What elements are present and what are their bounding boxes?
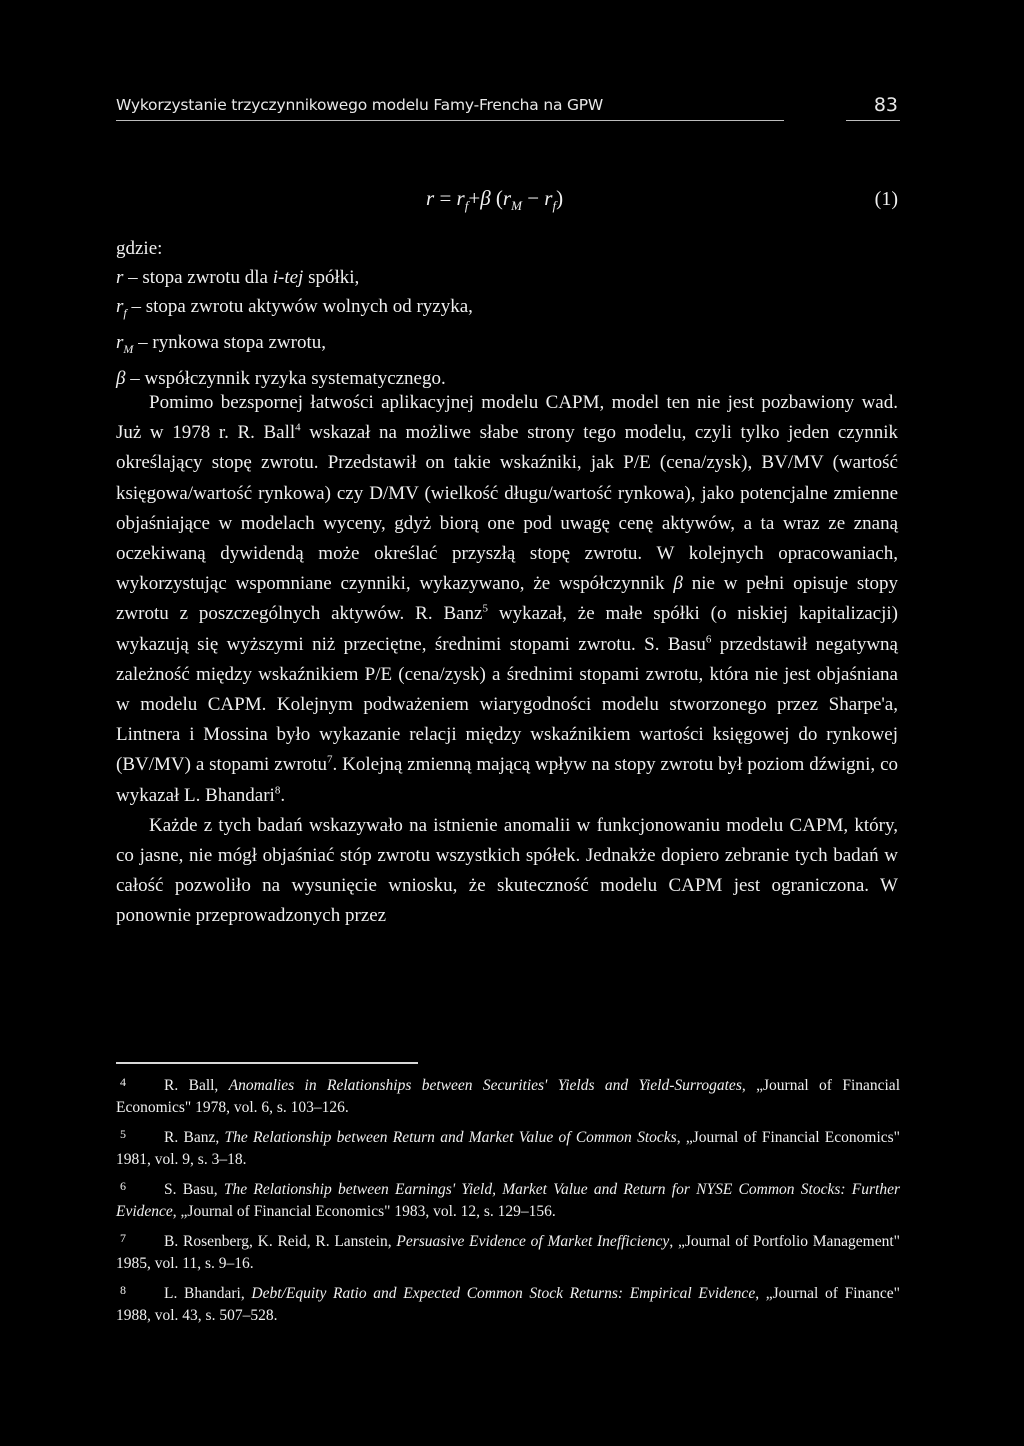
definition-symbol: r [116, 331, 124, 353]
footnote [116, 1176, 900, 1222]
definition-text: – stopa zwrotu dla [123, 267, 273, 288]
formula-number: (1) [874, 188, 898, 210]
definition-symbol-sub: f [123, 305, 127, 320]
paragraph-text: przedstawił negatywną zależność między wskaźnikiem P/E (cena/zysk) a średnimi stopami zwrotu, która nie jest objaśniana w modelu CAPM. Kolejnym podważeniem wiarygodności modelu stworzonego przez Sharpe'a, Lintnera i Mossina było wykazanie relacji między wskaźnikiem wartości księgowej do rynkowej (BV/MV) a stopami zwrotu [116, 633, 898, 776]
running-header-title: Wykorzystanie trzyczynnikowego modelu Famy-Frencha na GPW [116, 96, 604, 114]
definition-text-end: spółki, [303, 267, 360, 288]
formula-minus: − [527, 186, 540, 210]
footnote-source: , „Journal of Financial Economics" 1983, vol. 12, s. 129–156. [172, 1202, 556, 1220]
footnote-title: The Relationship between Return and Market Value of Common Stocks [224, 1129, 677, 1146]
definitions-intro: gdzie: [116, 238, 163, 259]
formula-rf: r [456, 186, 465, 210]
formula-open-paren: ( [495, 186, 503, 210]
formula-rm-sub: M [511, 198, 522, 214]
footnote-author: R. Ball, [164, 1077, 229, 1094]
paragraph-text: Pomimo bezspornej łatwości aplikacyjnej modelu CAPM, model ten nie jest pozbawiony wad. Już w 1978 r. R. Ball [116, 392, 898, 444]
formula-rf2-sub: f [552, 198, 557, 214]
paragraph: Każde z tych badań wskazywało na istnienie anomalii w funkcjonowaniu modelu CAPM, który, co jasne, nie mógł objaśniać stóp zwrotu wszystkich spółek. Jednakże dopiero zebranie tych badań w całość pozwoliło na wysunięcie wniosku, że skuteczność modelu CAPM jest ograniczona. W ponownie przeprowadzonych przez [116, 814, 898, 927]
formula-rf-sub: f [464, 198, 469, 214]
running-header [116, 96, 900, 122]
footnote-separator [116, 1062, 418, 1064]
formula-equals: = [439, 186, 452, 210]
footnote-source: , „Journal of Finance" 1988, vol. 43, s. 507–528. [116, 1285, 900, 1324]
paragraph [116, 388, 898, 811]
formula-beta: β [480, 186, 491, 210]
footnote [116, 1280, 900, 1326]
definition-item [116, 292, 900, 328]
header-rule [116, 120, 784, 121]
footnote [116, 1124, 900, 1170]
paragraph-text: nie w pełni opisuje stopy zwrotu z poszczególnych aktywów. R. Banz [116, 573, 898, 625]
definition-symbol: r [116, 267, 124, 288]
definition-symbol: r [116, 296, 124, 317]
definition-symbol-sub: M [123, 341, 134, 356]
definition-text: – współczynnik ryzyka systematycznego. [125, 367, 446, 389]
formula-rf2: r [544, 186, 553, 210]
footnote-source: , „Journal of Financial Economics" 1978, vol. 6, s. 103–126. [116, 1077, 900, 1116]
footnote-ref[interactable]: 5 [482, 603, 488, 616]
footnote-number: 4 [120, 1075, 126, 1089]
footnote-ref[interactable]: 8 [274, 784, 281, 797]
paragraph-text: wykazał, że małe spółki (o niskiej kapitalizacji) wykazują się wyższymi niż przeciętne, średnimi stopami zwrotu. S. Basu [116, 603, 898, 655]
formula-close-paren: ) [556, 186, 564, 210]
footnotes [116, 1072, 900, 1332]
footnote-source: , „Journal of Financial Economics" 1981, vol. 9, s. 3–18. [116, 1129, 900, 1168]
footnote-number: 5 [120, 1127, 126, 1141]
footnote-title: Debt/Equity Ratio and Expected Common Stock Returns: Empirical Evidence [251, 1285, 756, 1302]
beta-symbol: β [673, 573, 683, 595]
paragraph-text: . Kolejną zmienną mającą wpływ na stopy zwrotu był poziom dźwigni, co wykazał L. Bhandari [116, 754, 898, 806]
paragraph-text: . [280, 784, 286, 806]
footnote-ref[interactable]: 4 [295, 421, 301, 434]
symbol-definitions [116, 234, 900, 393]
footnote-number: 8 [120, 1283, 126, 1297]
header-rule-right [846, 120, 900, 121]
formula-plus: + [468, 186, 481, 210]
paragraph-text: wskazał na możliwe słabe strony tego modelu, czyli tylko jeden czynnik określający stopę zwrotu. Przedstawił on takie wskaźniki, jak P/E (cena/zysk), BV/MV (wartość księgowa/wartość rynkowa) czy D/MV (wielkość długu/wartość rynkowa), jako potencjalne zmienne objaśniające w modelach wyceny, gdyż biorą one pod uwagę cenę aktywów, a ta wraz ze znaną oczekiwaną dywidendą może określać przyszłą stopę zwrotu. W kolejnych opracowaniach, wykorzystując wspomniane czynniki, wykazywano, że współczynnik [116, 422, 898, 595]
page-number: 83 [873, 94, 898, 116]
footnote-source: , „Journal of Portfolio Management" 1985, vol. 11, s. 9–16. [116, 1233, 901, 1272]
definition-text: – stopa zwrotu aktywów wolnych od ryzyka, [126, 296, 473, 317]
footnote-author: B. Rosenberg, K. Reid, R. Lanstein, [164, 1233, 397, 1250]
formula-lhs: r [426, 186, 435, 210]
footnote [116, 1228, 900, 1274]
body-text [116, 388, 898, 932]
definition-text: – rynkowa stopa zwrotu, [133, 331, 327, 353]
footnote-number: 7 [120, 1231, 126, 1245]
capm-formula [426, 186, 563, 214]
definition-item [116, 263, 900, 292]
formula-rm: r [502, 186, 512, 210]
footnote-title: The Relationship between Earnings' Yield, Market Value and Return for NYSE Common Stocks: Further Evidence [116, 1181, 900, 1220]
footnote-author: L. Bhandari, [164, 1285, 252, 1302]
footnote-title: Anomalies in Relationships between Securities' Yields and Yield-Surrogates [228, 1077, 742, 1094]
definition-symbol: β [116, 367, 126, 389]
footnote-number: 6 [120, 1179, 126, 1193]
footnote-ref[interactable]: 7 [326, 754, 333, 767]
definition-item [116, 328, 900, 364]
footnote-author: S. Basu, [164, 1181, 224, 1198]
definition-italic: i-tej [272, 267, 304, 288]
footnote-author: R. Banz, [164, 1129, 225, 1146]
footnote [116, 1072, 900, 1118]
footnote-title: Persuasive Evidence of Market Inefficiency [396, 1233, 670, 1250]
footnote-ref[interactable]: 6 [705, 633, 712, 646]
